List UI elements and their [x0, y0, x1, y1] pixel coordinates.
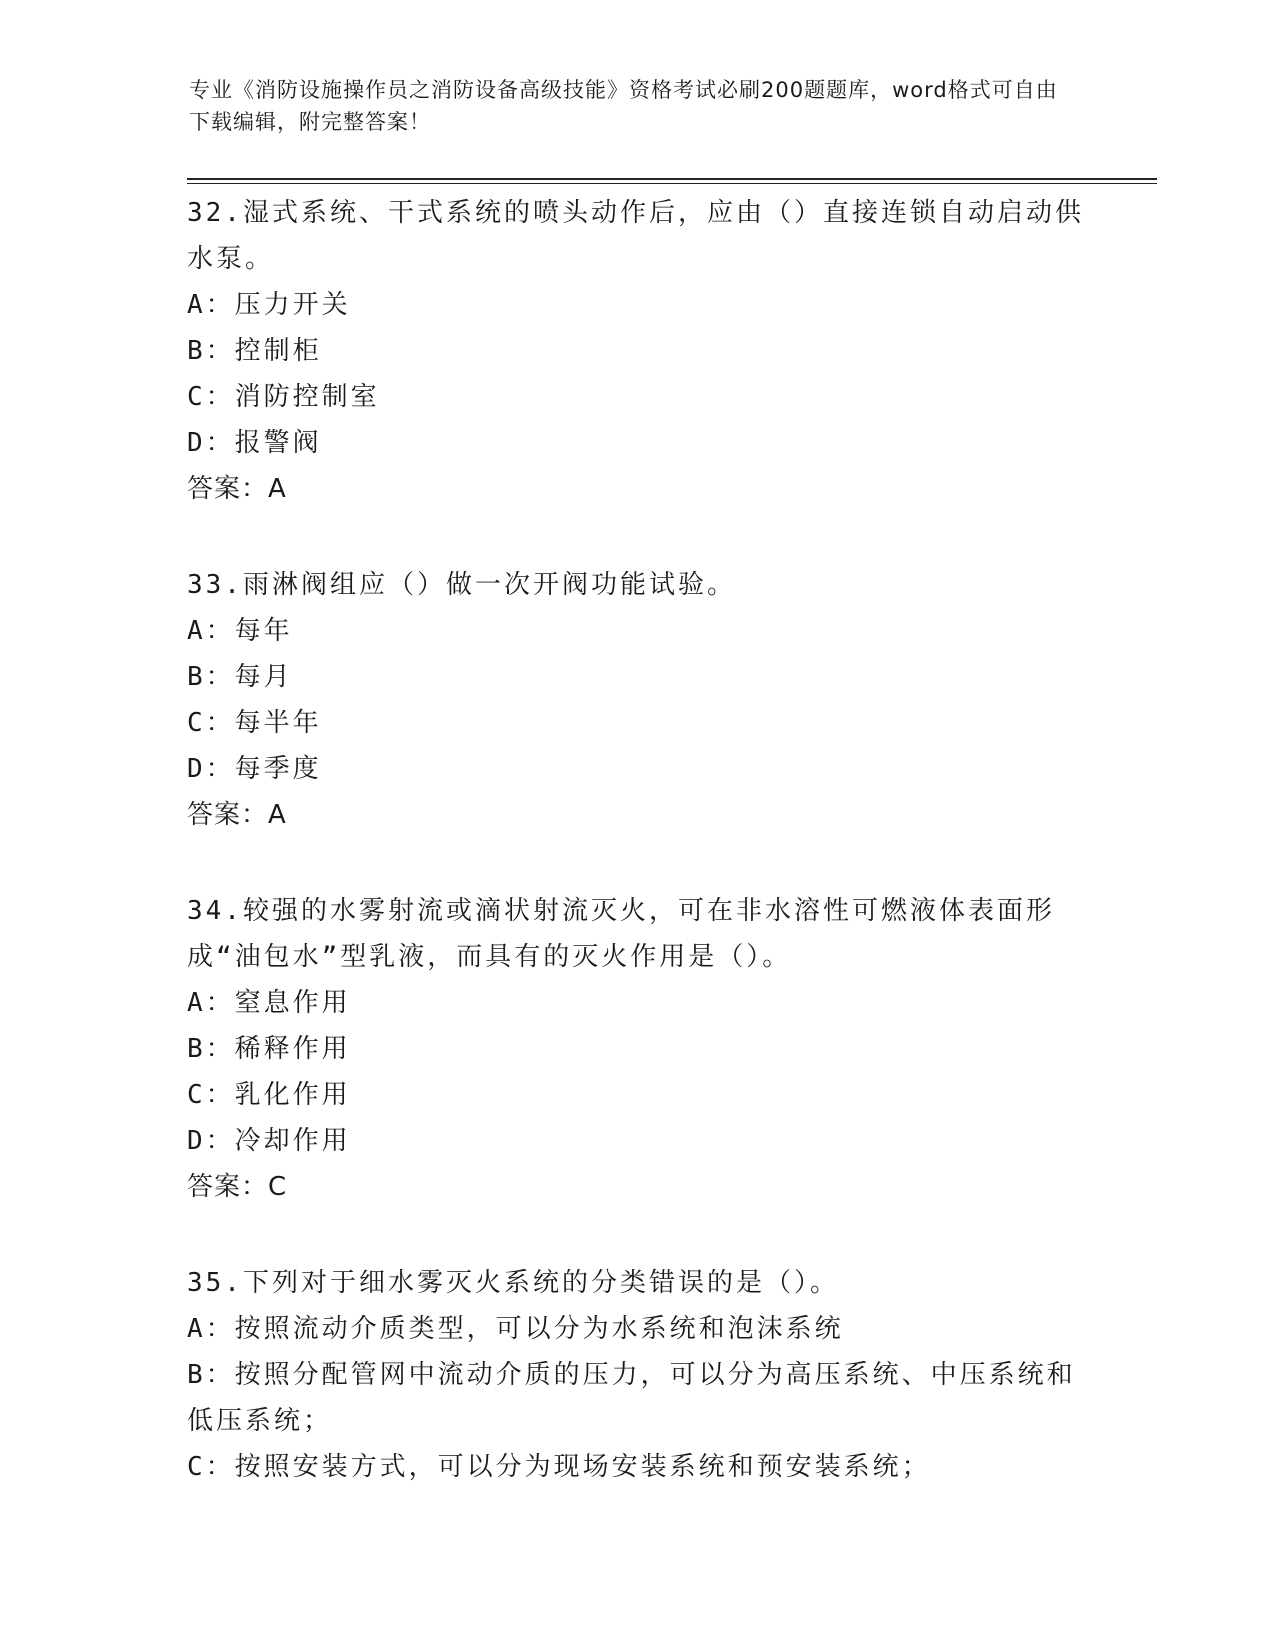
- option-d: D：报警阀: [187, 428, 322, 458]
- option-c: C：每半年: [187, 708, 322, 738]
- question-stem: 34.较强的水雾射流或滴状射流灭火，可在非水溶性可燃液体表面形成“油包水”型乳液，而具有的灭火作用是（）。: [187, 896, 1055, 972]
- option-b: B：稀释作用: [187, 1034, 351, 1064]
- option-a: A：窒息作用: [187, 988, 351, 1018]
- option-d: D：冷却作用: [187, 1126, 351, 1156]
- question-35: [187, 1260, 1087, 1490]
- document-header: 专业《消防设施操作员之消防设备高级技能》资格考试必刷200题题库，word格式可自由下载编辑，附完整答案！: [189, 78, 1058, 134]
- answer-line: 答案：A: [187, 800, 287, 830]
- option-a: A：每年: [187, 616, 293, 646]
- option-a: A：按照流动介质类型，可以分为水系统和泡沫系统: [187, 1314, 844, 1344]
- question-34: [187, 888, 1087, 1210]
- option-c: C：消防控制室: [187, 382, 380, 412]
- question-list: [187, 190, 1087, 1540]
- option-a: A：压力开关: [187, 290, 351, 320]
- option-d: D：每季度: [187, 754, 322, 784]
- question-stem: 32.湿式系统、干式系统的喷头动作后，应由（）直接连锁自动启动供水泵。: [187, 198, 1084, 274]
- question-32: [187, 190, 1087, 512]
- question-stem: 35.下列对于细水雾灭火系统的分类错误的是（）。: [187, 1268, 839, 1298]
- answer-line: 答案：C: [187, 1172, 288, 1202]
- header-divider-thick: [187, 178, 1157, 180]
- option-b: B：控制柜: [187, 336, 322, 366]
- answer-line: 答案：A: [187, 474, 287, 504]
- header-divider-thin: [187, 183, 1157, 184]
- option-b: B：每月: [187, 662, 293, 692]
- question-stem: 33.雨淋阀组应（）做一次开阀功能试验。: [187, 570, 736, 600]
- question-33: [187, 562, 1087, 838]
- option-c: C：乳化作用: [187, 1080, 351, 1110]
- option-c: C：按照安装方式，可以分为现场安装系统和预安装系统；: [187, 1452, 931, 1482]
- option-b: B：按照分配管网中流动介质的压力，可以分为高压系统、中压系统和低压系统；: [187, 1360, 1076, 1436]
